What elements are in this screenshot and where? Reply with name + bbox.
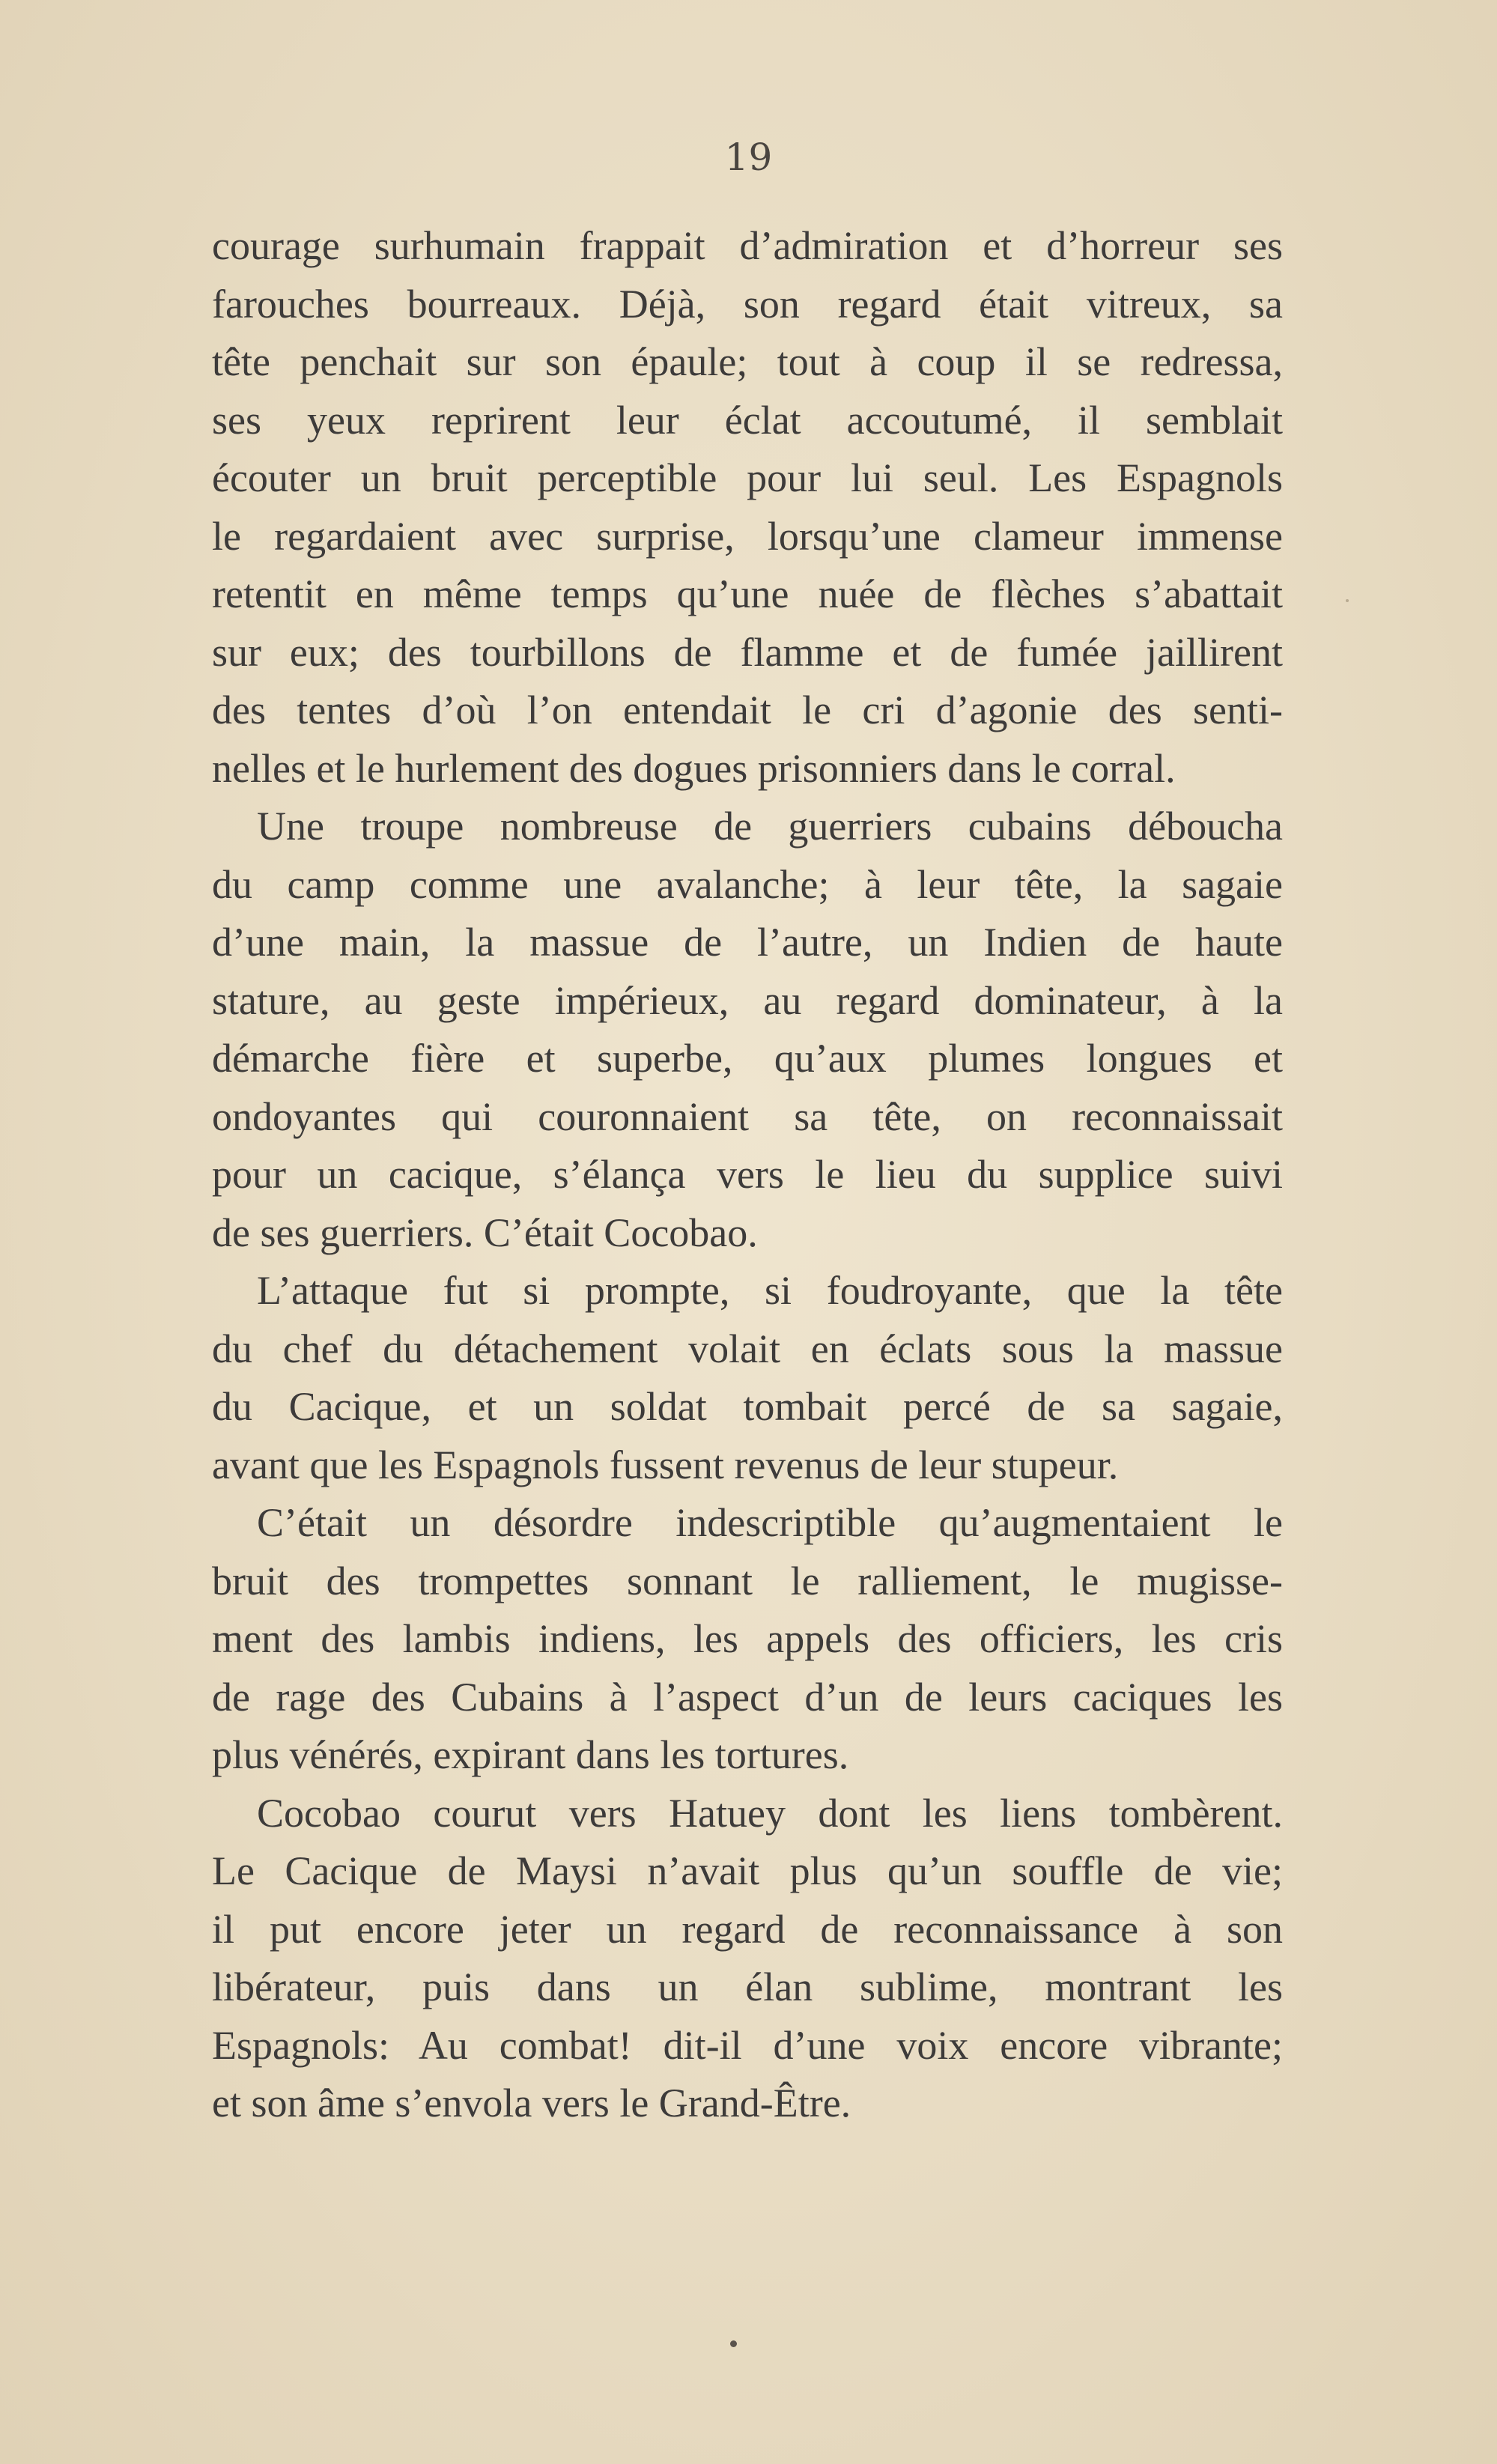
text-line: des tentes d’où l’on entendait le cri d’agonie des senti-	[212, 688, 1283, 732]
paper-speck	[1346, 599, 1349, 602]
text-line: Le Cacique de Maysi n’avait plus qu’un souffle de vie;	[212, 1848, 1283, 1893]
text-line: sur eux; des tourbillons de flamme et de fumée jaillirent	[212, 629, 1283, 675]
text-line: avant que les Espagnols fussent revenus de leur stupeur.	[212, 1442, 1119, 1487]
text-line: bruit des trompettes sonnant le ralliement, le mugisse-	[212, 1558, 1283, 1603]
text-line: tête penchait sur son épaule; tout à coup il se redressa,	[212, 339, 1283, 384]
text-line: et son âme s’envola vers le Grand-Être.	[212, 2081, 851, 2125]
text-line: retentit en même temps qu’une nuée de flèches s’abattait	[212, 571, 1283, 616]
text-line: de ses guerriers. C’était Cocobao.	[212, 1210, 758, 1255]
text-line: du Cacique, et un soldat tombait percé de sa sagaie,	[212, 1384, 1283, 1429]
text-line: plus vénérés, expirant dans les tortures.	[212, 1732, 849, 1777]
text-line: ondoyantes qui couronnaient sa tête, on reconnaissait	[212, 1093, 1283, 1139]
text-line: L’attaque fut si prompte, si foudroyante, que la tête	[257, 1268, 1283, 1313]
text-line: ses yeux reprirent leur éclat accoutumé, il semblait	[212, 397, 1283, 443]
text-line: démarche fière et superbe, qu’aux plumes longues et	[212, 1036, 1283, 1081]
text-line: il put encore jeter un regard de reconnaissance à son	[212, 1906, 1283, 1952]
text-line: C’était un désordre indescriptible qu’augmentaient le	[257, 1500, 1283, 1545]
text-line: d’une main, la massue de l’autre, un Indien de haute	[212, 920, 1283, 965]
text-line: nelles et le hurlement des dogues prisonniers dans le corral.	[212, 745, 1176, 791]
text-line: stature, au geste impérieux, au regard dominateur, à la	[212, 977, 1283, 1023]
text-line: libérateur, puis dans un élan sublime, montrant les	[212, 1964, 1283, 2009]
text-line: courage surhumain frappait d’admiration et d’horreur ses	[212, 223, 1283, 268]
page-number: 19	[724, 136, 773, 179]
text-line: Une troupe nombreuse de guerriers cubains déboucha	[257, 804, 1283, 849]
text-line: pour un cacique, s’élança vers le lieu du supplice suivi	[212, 1152, 1283, 1197]
text-line: du camp comme une avalanche; à leur tête, la sagaie	[212, 861, 1283, 907]
text-line: le regardaient avec surprise, lorsqu’une clameur immense	[212, 513, 1283, 559]
text-line: Espagnols: Au combat! dit-il d’une voix encore vibrante;	[212, 2022, 1283, 2068]
text-line: Cocobao courut vers Hatuey dont les liens tombèrent.	[257, 1790, 1283, 1836]
printer-dot-mark	[730, 2340, 737, 2347]
text-line: ment des lambis indiens, les appels des officiers, les cris	[212, 1616, 1283, 1661]
text-line: écouter un bruit perceptible pour lui seul. Les Espagnols	[212, 455, 1283, 500]
body-text	[212, 217, 1283, 2133]
text-line: farouches bourreaux. Déjà, son regard était vitreux, sa	[212, 281, 1283, 327]
text-line: de rage des Cubains à l’aspect d’un de leurs caciques les	[212, 1674, 1283, 1720]
text-line: du chef du détachement volait en éclats sous la massue	[212, 1326, 1283, 1371]
